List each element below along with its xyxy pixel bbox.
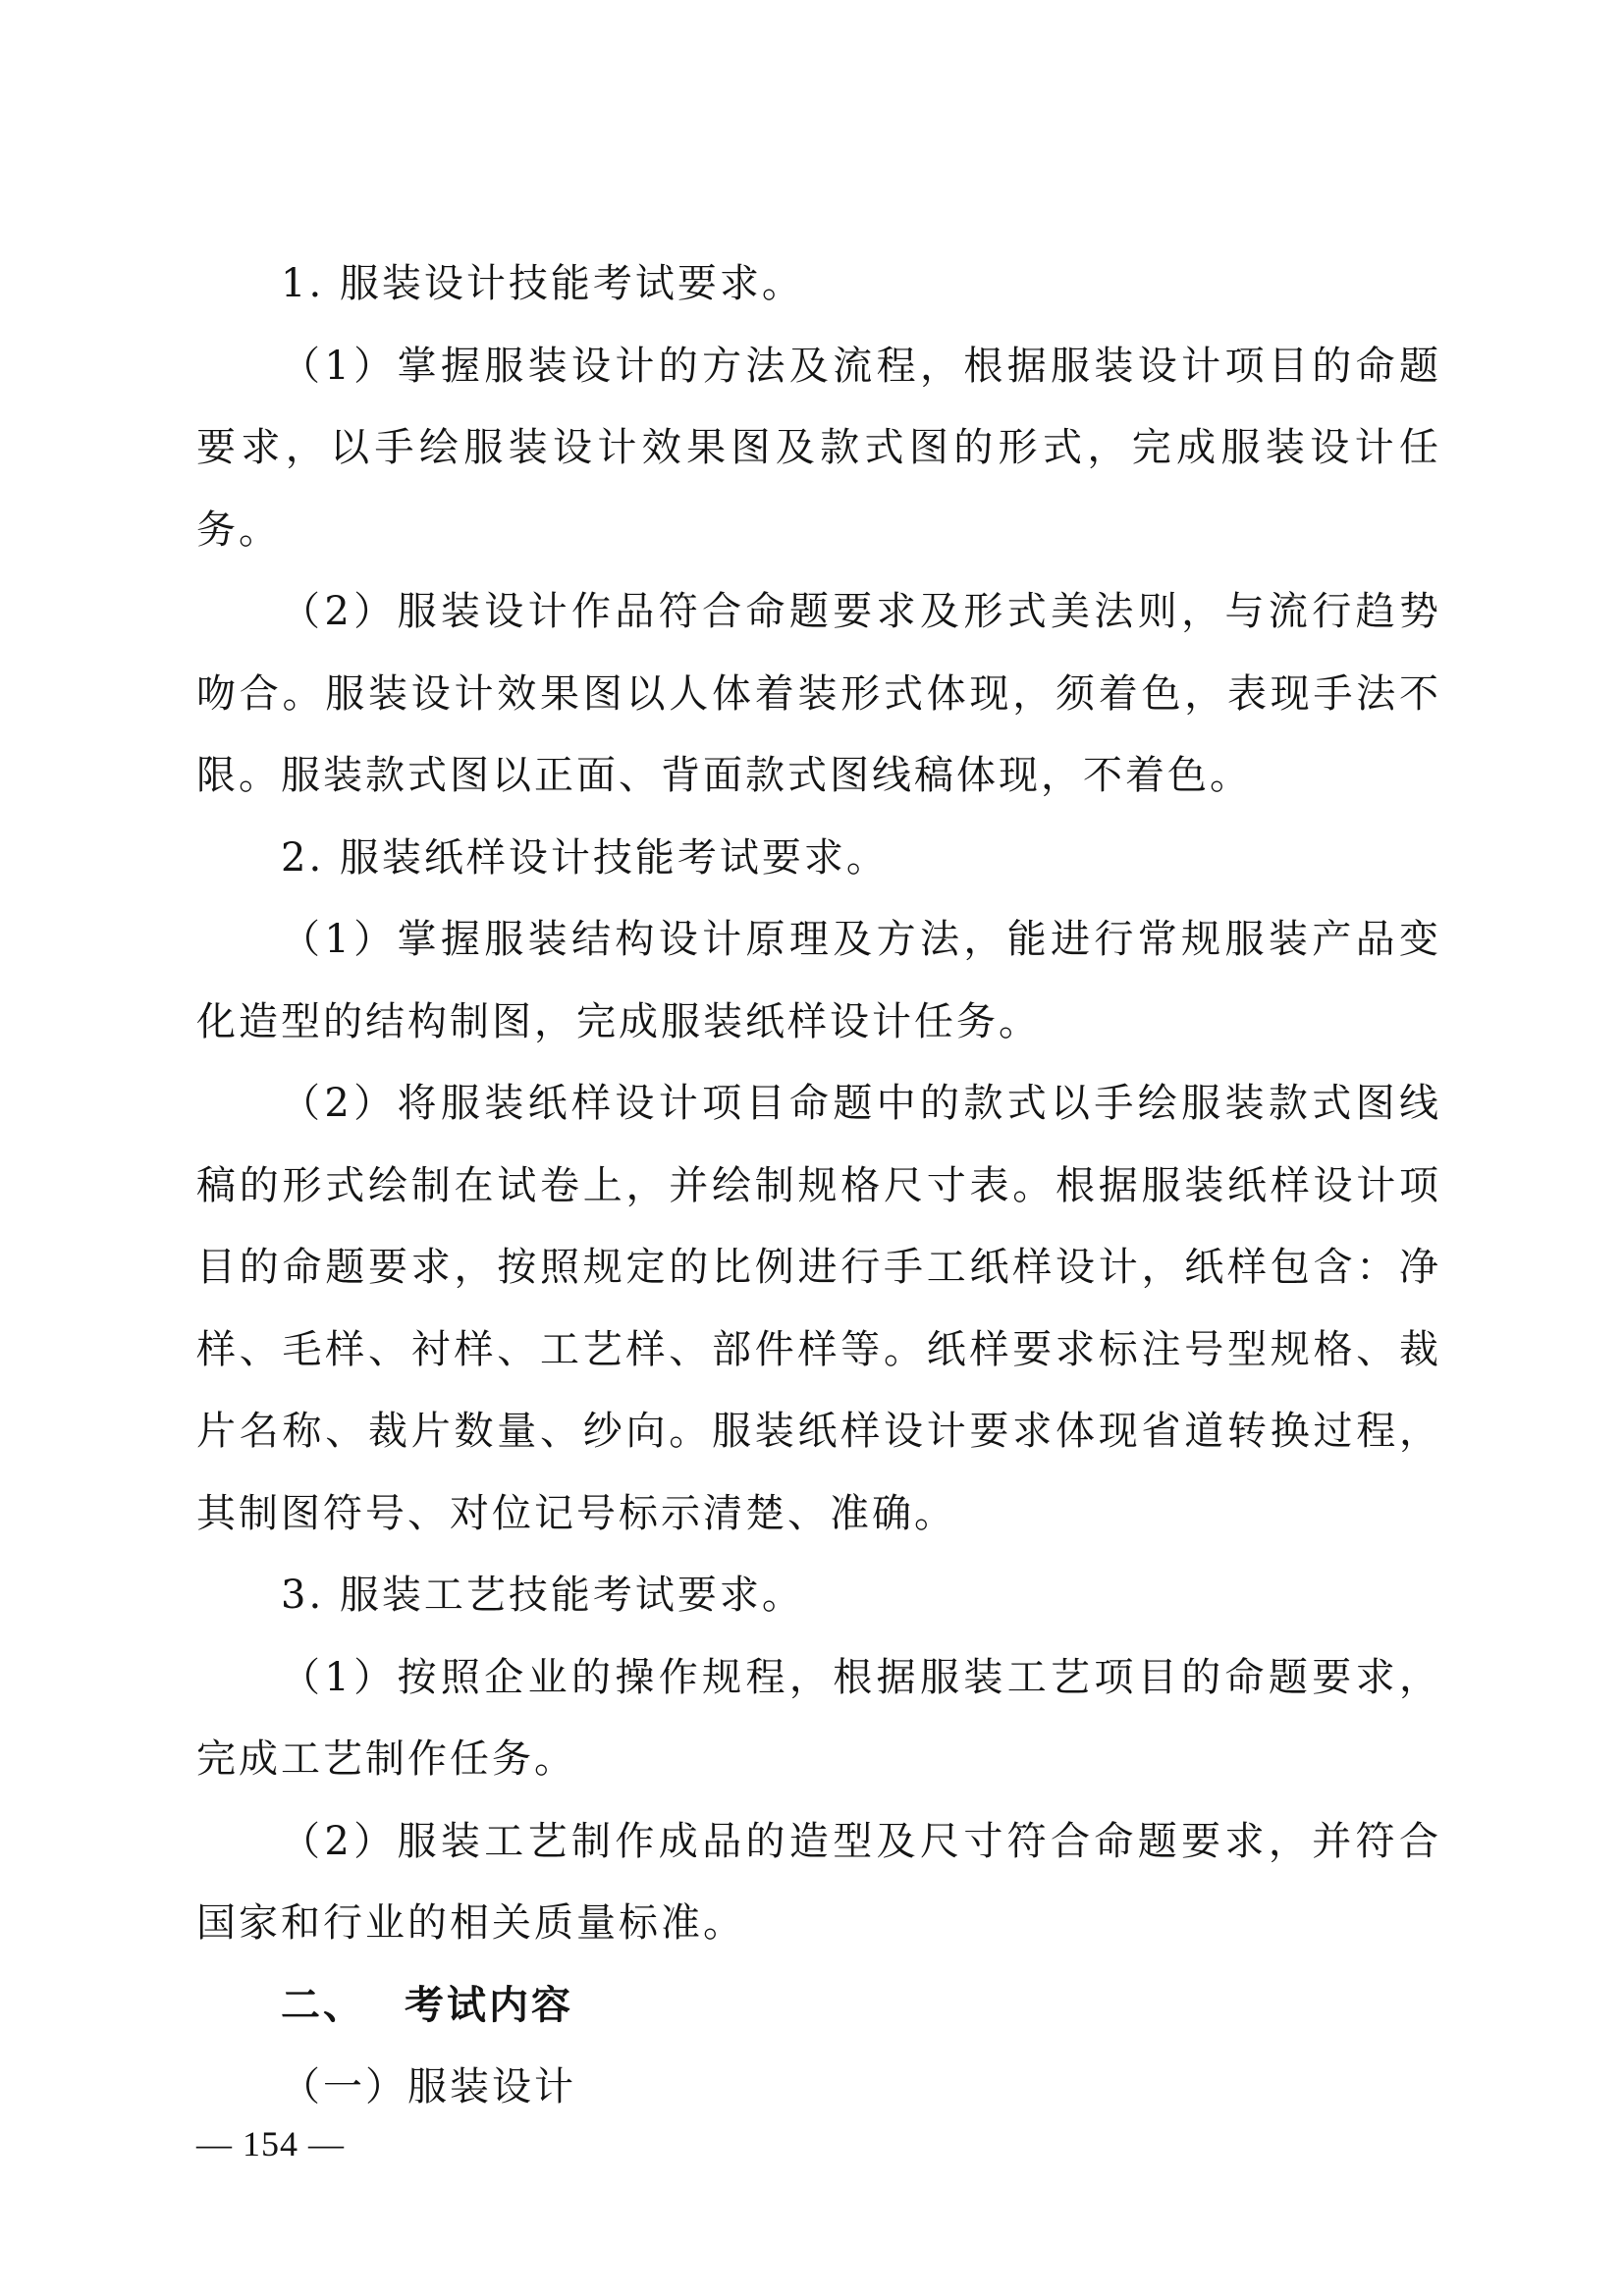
page-number: — 154 — [196, 2124, 345, 2163]
paragraph-design-method: （1）掌握服装设计的方法及流程，根据服装设计项目的命题要求，以手绘服装设计效果图及款式图的形式，完成服装设计任务。 [196, 343, 1441, 553]
page-body [196, 243, 1441, 2129]
paragraph-design-work: （2）服装设计作品符合命题要求及形式美法则，与流行趋势吻合。服装设计效果图以人体着装形式体现，须着色，表现手法不限。服装款式图以正面、背面款式图线稿体现，不着色。 [196, 589, 1441, 798]
paragraph-pattern-principles: （1）掌握服装结构设计原理及方法，能进行常规服装产品变化造型的结构制图，完成服装纸样设计任务。 [196, 917, 1441, 1044]
section-heading-title: 考试内容 [405, 1982, 573, 2028]
subsection-heading: （一）服装设计 [281, 2064, 576, 2109]
subheading-craft-requirements: 3. 服装工艺技能考试要求。 [281, 1573, 804, 1618]
subheading-pattern-design-requirements: 2. 服装纸样设计技能考试要求。 [281, 834, 889, 881]
paragraph-pattern-drafting: （2）将服装纸样设计项目命题中的款式以手绘服装款式图线稿的形式绘制在试卷上，并绘制规格尺寸表。根据服装纸样设计项目的命题要求，按照规定的比例进行手工纸样设计，纸样包含：净样、毛样、衬样、工艺样、部件样等。纸样要求标注号型规格、裁片名称、裁片数量、纱向。服装纸样设计要求体现省道转换过程，其制图符号、对位记号标示清楚、准确。 [196, 1081, 1441, 1536]
section-heading [196, 1965, 1441, 2048]
section-heading-number: 二、 [281, 1982, 365, 2028]
paragraph-craft-quality: （2）服装工艺制作成品的造型及尺寸符合命题要求，并符合国家和行业的相关质量标准。 [196, 1818, 1441, 1946]
subheading-clothing-design-requirements: 1. 服装设计技能考试要求。 [281, 261, 804, 306]
paragraph-craft-procedure: （1）按照企业的操作规程，根据服装工艺项目的命题要求，完成工艺制作任务。 [196, 1654, 1441, 1782]
